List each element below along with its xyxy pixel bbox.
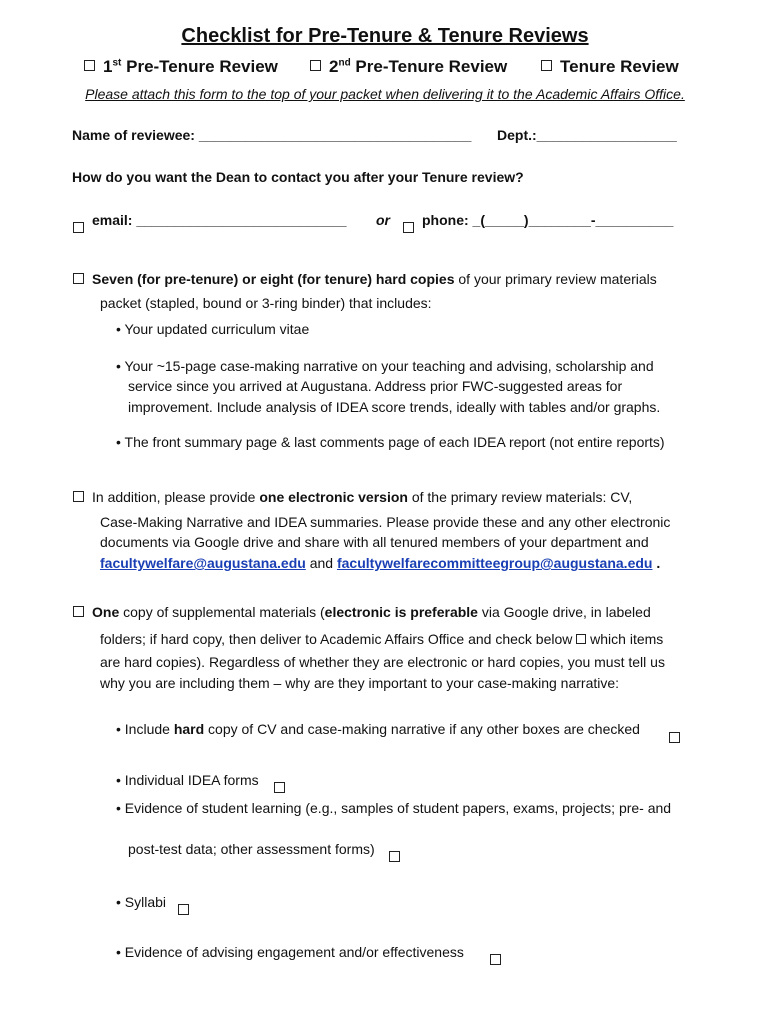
advising-checkbox[interactable] bbox=[490, 954, 501, 965]
electronic-line3: documents via Google drive and share with all tenured members of your department and bbox=[100, 534, 649, 550]
include-pre: • Include bbox=[116, 721, 174, 737]
idea-forms-item: • Individual IDEA forms bbox=[116, 772, 259, 788]
supplemental-mid1: copy of supplemental materials ( bbox=[119, 604, 325, 620]
electronic-version-checkbox[interactable] bbox=[73, 491, 84, 502]
hard-copies-checkbox[interactable] bbox=[73, 273, 84, 284]
instruction-note: Please attach this form to the top of your packet when delivering it to the Academic Affairs Office. bbox=[85, 86, 685, 102]
electronic-line4 bbox=[100, 555, 660, 572]
checkbox-icon[interactable] bbox=[310, 60, 321, 71]
electronic-line2: Case-Making Narrative and IDEA summaries. Please provide these and any other electronic bbox=[100, 514, 671, 530]
bullet-cv: • Your updated curriculum vitae bbox=[116, 321, 310, 337]
include-post: copy of CV and case-making narrative if any other boxes are checked bbox=[204, 721, 640, 737]
supplemental-mid2: via Google drive, in labeled bbox=[477, 604, 651, 620]
email-field[interactable]: email: ___________________________ bbox=[92, 212, 347, 228]
faculty-welfare-email-link[interactable]: facultywelfare@augustana.edu bbox=[100, 555, 306, 571]
electronic-pre: In addition, please provide bbox=[92, 489, 260, 505]
option-label: Pre-Tenure Review bbox=[355, 57, 508, 76]
checkbox-icon[interactable] bbox=[541, 60, 552, 71]
page-title: Checklist for Pre-Tenure & Tenure Reviews bbox=[181, 25, 589, 47]
checkbox-icon[interactable] bbox=[84, 60, 95, 71]
option-second-pretenure[interactable] bbox=[310, 57, 507, 77]
advising-item: • Evidence of advising engagement and/or effectiveness bbox=[116, 944, 464, 960]
hard-copies-rest: of your primary review materials bbox=[454, 271, 657, 287]
supplemental-line1 bbox=[92, 604, 651, 621]
phone-field[interactable]: phone: _(_____)________-__________ bbox=[422, 212, 674, 228]
supplemental-line2 bbox=[100, 631, 663, 648]
option-num: 1 bbox=[103, 57, 113, 76]
option-label: Pre-Tenure Review bbox=[126, 57, 278, 76]
student-learning-item-line2: post-test data; other assessment forms) bbox=[128, 841, 375, 857]
committee-group-email-link[interactable]: facultywelfarecommitteegroup@augustana.edu bbox=[336, 555, 653, 571]
syllabi-item: • Syllabi bbox=[116, 894, 167, 910]
hard-copies-bold: Seven (for pre-tenure) or eight (for tenure) hard copies bbox=[92, 271, 455, 287]
or-label: or bbox=[376, 212, 390, 228]
bullet-idea-summary: • The front summary page & last comments page of each IDEA report (not entire reports) bbox=[116, 434, 665, 450]
supplemental-line3: are hard copies). Regardless of whether they are electronic or hard copies, you must tell us bbox=[100, 654, 665, 670]
student-learning-item: • Evidence of student learning (e.g., samples of student papers, exams, projects; pre- and bbox=[116, 800, 672, 816]
hard-copies-line1 bbox=[92, 271, 657, 288]
supplemental-checkbox[interactable] bbox=[73, 606, 84, 617]
option-tenure[interactable] bbox=[541, 57, 679, 77]
contact-question: How do you want the Dean to contact you after your Tenure review? bbox=[72, 169, 524, 185]
option-label: Tenure Review bbox=[560, 57, 679, 76]
supplemental-bold2: electronic is preferable bbox=[324, 604, 478, 620]
student-learning-checkbox[interactable] bbox=[389, 851, 400, 862]
include-bold: hard bbox=[173, 721, 205, 737]
option-first-pretenure[interactable] bbox=[84, 57, 278, 77]
syllabi-checkbox[interactable] bbox=[178, 904, 189, 915]
email-checkbox[interactable] bbox=[73, 222, 84, 233]
bullet-narrative: • Your ~15-page case-making narrative on your teaching and advising, scholarship and bbox=[116, 358, 654, 374]
include-hard-copy-item bbox=[116, 721, 640, 738]
electronic-bold: one electronic version bbox=[259, 489, 408, 505]
bullet-narrative-line2: service since you arrived at Augustana. Address prior FWC-suggested areas for bbox=[128, 378, 623, 394]
hard-copies-line2: packet (stapled, bound or 3-ring binder) that includes: bbox=[100, 295, 432, 311]
option-sup: st bbox=[112, 57, 122, 69]
supplemental-line2a: folders; if hard copy, then deliver to Academic Affairs Office and check below bbox=[100, 631, 577, 647]
reviewee-name-field[interactable]: Name of reviewee: ___________________________________ bbox=[72, 127, 472, 143]
electronic-line1 bbox=[92, 489, 632, 506]
checkbox-icon bbox=[576, 634, 586, 644]
phone-checkbox[interactable] bbox=[403, 222, 414, 233]
period-text: . bbox=[652, 555, 661, 571]
supplemental-line4: why you are including them – why are they important to your case-making narrative: bbox=[100, 675, 620, 691]
dept-field[interactable]: Dept.:__________________ bbox=[497, 127, 677, 143]
idea-forms-checkbox[interactable] bbox=[274, 782, 285, 793]
bullet-narrative-line3: improvement. Include analysis of IDEA score trends, ideally with tables and/or graphs. bbox=[128, 399, 661, 415]
and-text: and bbox=[305, 555, 337, 571]
supplemental-line2b: which items bbox=[586, 631, 664, 647]
include-hard-copy-checkbox[interactable] bbox=[669, 732, 680, 743]
supplemental-bold1: One bbox=[92, 604, 120, 620]
electronic-post: of the primary review materials: CV, bbox=[407, 489, 633, 505]
option-num: 2 bbox=[329, 57, 339, 76]
option-sup: nd bbox=[338, 57, 351, 69]
